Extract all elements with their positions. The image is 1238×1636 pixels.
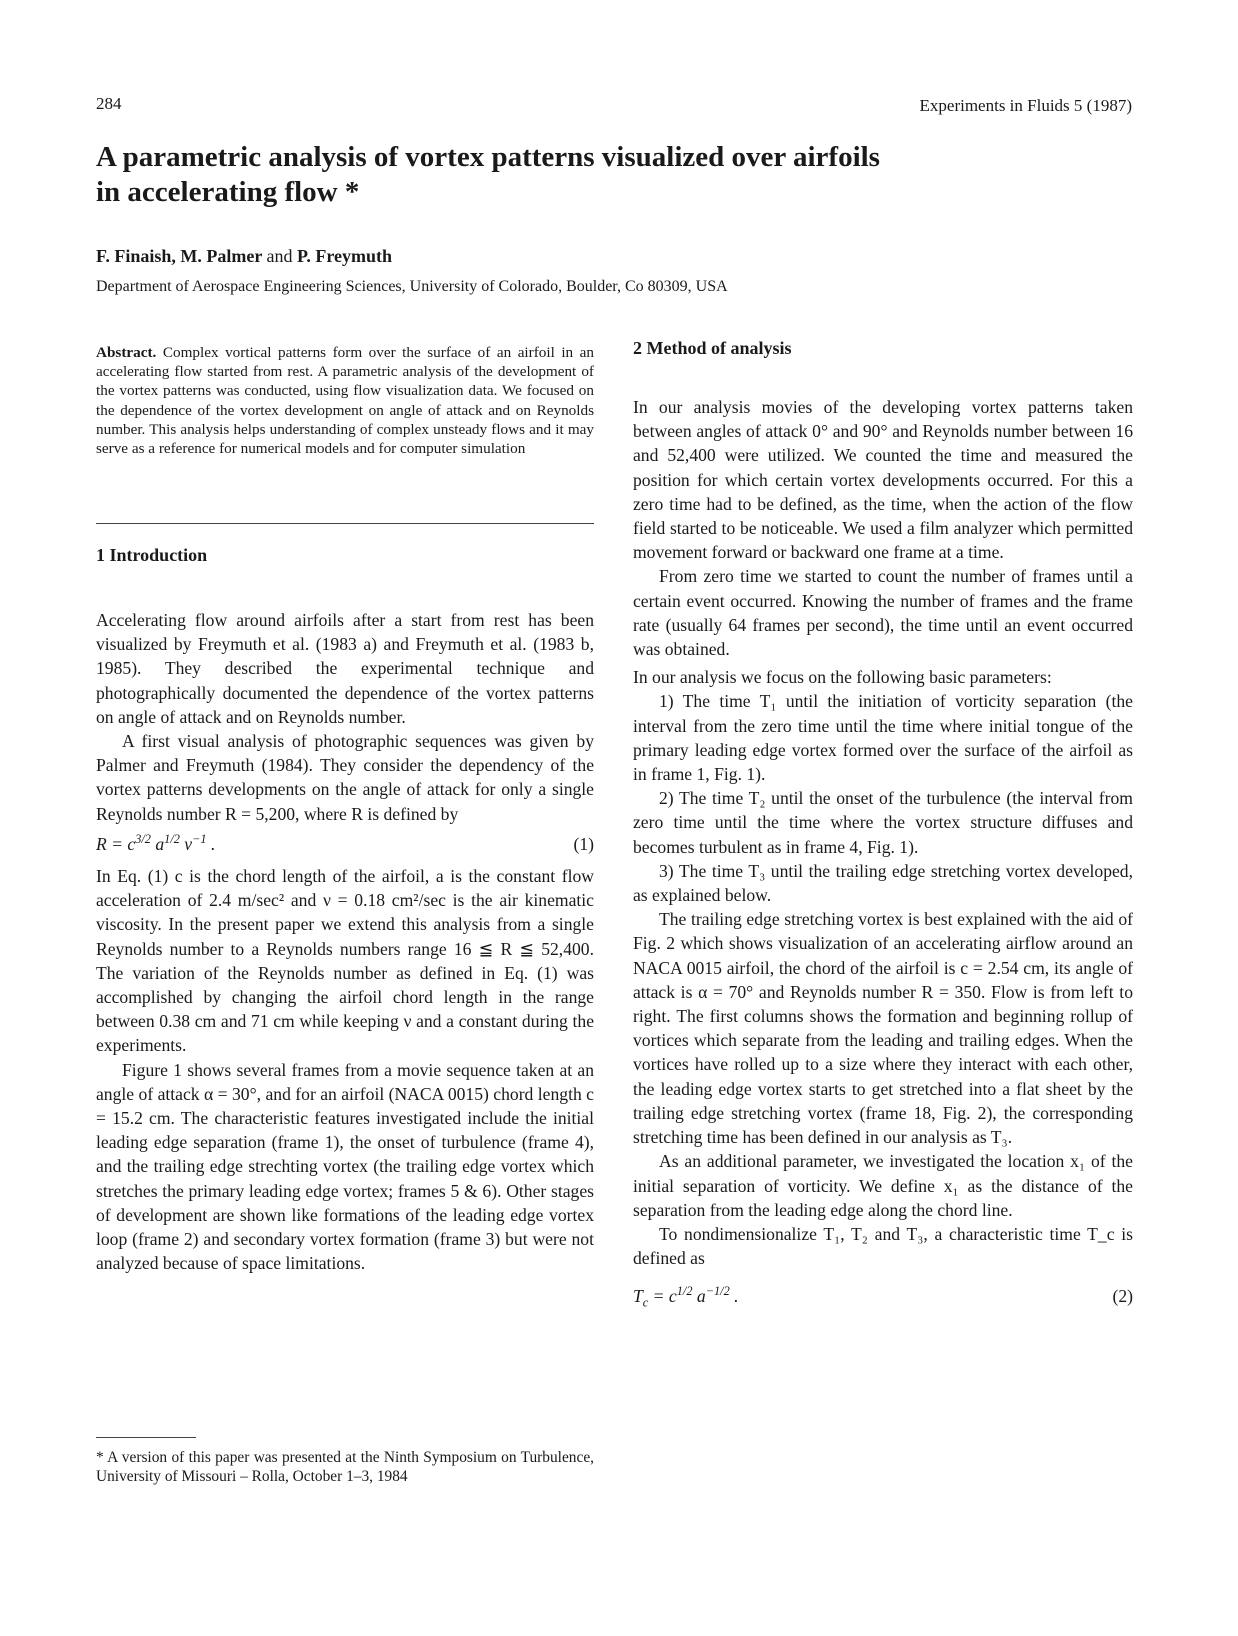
footnote-divider (96, 1437, 196, 1438)
equation-1 (96, 832, 594, 856)
footnote: * A version of this paper was presented at the Ninth Symposium on Turbulence, University of Missouri – Rolla, October 1–3, 1984 (96, 1449, 594, 1485)
paragraph: In our analysis we focus on the following basic parameters: (633, 667, 1052, 688)
equation-2 (633, 1284, 1133, 1308)
author-group-2: P. Freymuth (297, 246, 393, 266)
paragraph: 2) The time T₂ until the onset of the turbulence (the interval from zero time until the time where the vortex structure diffuses and becomes turbulent as in frame 4, Fig. 1). (633, 788, 1133, 857)
paragraph: In our analysis movies of the developing vortex patterns taken between angles of attack 0° and 90° and Reynolds number between 16 and 52,400 were utilized. We counted the time and measured the position for which certain vortex developments occurred. For this a zero time had to be defined, as the time, when the action of the flow field started to be noticeable. We used a film analyzer which permitted movement forward or backward one frame at a time. (633, 397, 1133, 563)
title-line-2: in accelerating flow * (96, 176, 360, 208)
paragraph: To nondimensionalize T₁, T₂ and T₃, a characteristic time T_c is defined as (633, 1223, 1133, 1269)
paragraph: Accelerating flow around airfoils after a start from rest has been visualized by Freymuth et al. (1983 a) and Freymuth et al. (1983 b, 1985). They described the experimental technique and photographically documented the dependence of the vortex patterns on angle of attack and on Reynolds number. (96, 610, 594, 727)
equation-2-expression: $T_c = c^{1/2}$ $a^{-1/2}$ . (633, 1284, 739, 1310)
equation-2-number: (2) (1112, 1286, 1133, 1307)
title-line-1: A parametric analysis of vortex patterns visualized over airfoils (96, 141, 880, 173)
page-number: 284 (96, 94, 122, 113)
paragraph: The trailing edge stretching vortex is best explained with the aid of Fig. 2 which shows visualization of an accelerating airflow around an NACA 0015 airfoil, the chord of the airfoil is c = 2.54 cm, its angle of attack is α = 70° and Reynolds number R = 350. Flow is from left to right. The first columns shows the formation and beginning rollup of vortices which separate from the leading and trailing edges. When the vortices have rolled up to a size where they interact with each other, the leading edge vortex starts to get stretched into a flat sheet by the trailing edge stretching vortex (frame 18, Fig. 2), the corresponding stretching time has been defined in our analysis as T₃. (633, 909, 1133, 1148)
paragraph: 3) The time T₃ until the trailing edge stretching vortex developed, as explained below. (633, 860, 1133, 906)
section-2-body (633, 395, 1133, 1309)
paragraph: As an additional parameter, we investigated the location x₁ of the initial separation of vorticity. We define x₁ as the distance of the separation from the leading edge along the chord line. (633, 1151, 1133, 1220)
abstract-divider (96, 523, 594, 524)
author-conjunction: and (266, 246, 293, 266)
paragraph: 1) The time T₁ until the initiation of vorticity separation (the interval from the zero time until the time where initial tongue of the primary leading edge vortex formed over the surface of the airfoil as in frame 1, Fig. 1). (633, 691, 1133, 785)
paragraph: Figure 1 shows several frames from a movie sequence taken at an angle of attack α = 30°, and for an airfoil (NACA 0015) chord length c = 15.2 cm. The characteristic features investigated include the initial leading edge separation (frame 1), the onset of turbulence (frame 4), and the trailing edge strechting vortex (the trailing edge vortex which stretches the primary leading edge vortex; frames 5 & 6). Other stages of development are shown like formations of the leading edge vortex loop (frame 2) and secondary vortex formation (frame 3) but were not analyzed because of space limitations. (96, 1059, 594, 1274)
section-2-heading: 2 Method of analysis (633, 338, 792, 358)
section-1-heading: 1 Introduction (96, 545, 208, 565)
affiliation: Department of Aerospace Engineering Sciences, University of Colorado, Boulder, Co 80309, USA (96, 278, 728, 295)
equation-1-expression: $R = c^{3/2}$ $a^{1/2}$ $\nu^{-1}$ . (96, 831, 216, 854)
paragraph: From zero time we started to count the number of frames until a certain event occurred. Knowing the number of frames and the frame rate (usually 64 frames per second), the time until an event occurred was obtained. (633, 566, 1133, 660)
author-group-1: F. Finaish, M. Palmer (96, 246, 262, 266)
paragraph: In Eq. (1) c is the chord length of the airfoil, a is the constant flow acceleration of 2.4 m/sec² and ν = 0.18 cm²/sec is the air kinematic viscosity. In the present paper we extend this analysis from a single Reynolds number to a Reynolds numbers range 16 ≦ R ≦ 52,400. The variation of the Reynolds number as defined in Eq. (1) was accomplished by changing the airfoil chord length in the range between 0.38 cm and 71 cm while keeping ν and a constant during the experiments. (96, 866, 594, 1056)
abstract-text: Complex vortical patterns form over the surface of an airfoil in an accelerating flow started from rest. A parametric analysis of the development of the vortex patterns was conducted, using flow visualization data. We focused on the dependence of the vortex development on angle of attack and on Reynolds number. This analysis helps understanding of complex unsteady flows and it may serve as a reference for numerical models and for computer simulation (96, 344, 595, 458)
authors (96, 246, 392, 267)
paper-title (96, 140, 996, 210)
equation-1-number: (1) (573, 833, 594, 854)
journal-citation: Experiments in Fluids 5 (1987) (919, 96, 1132, 115)
paragraph: A first visual analysis of photographic sequences was given by Palmer and Freymuth (1984). They consider the dependency of the vortex patterns developments on the angle of attack for only a single Reynolds number R = 5,200, where R is defined by (96, 731, 594, 824)
abstract-label: Abstract. (96, 344, 157, 361)
abstract (96, 343, 594, 458)
section-1-body (96, 608, 594, 1275)
